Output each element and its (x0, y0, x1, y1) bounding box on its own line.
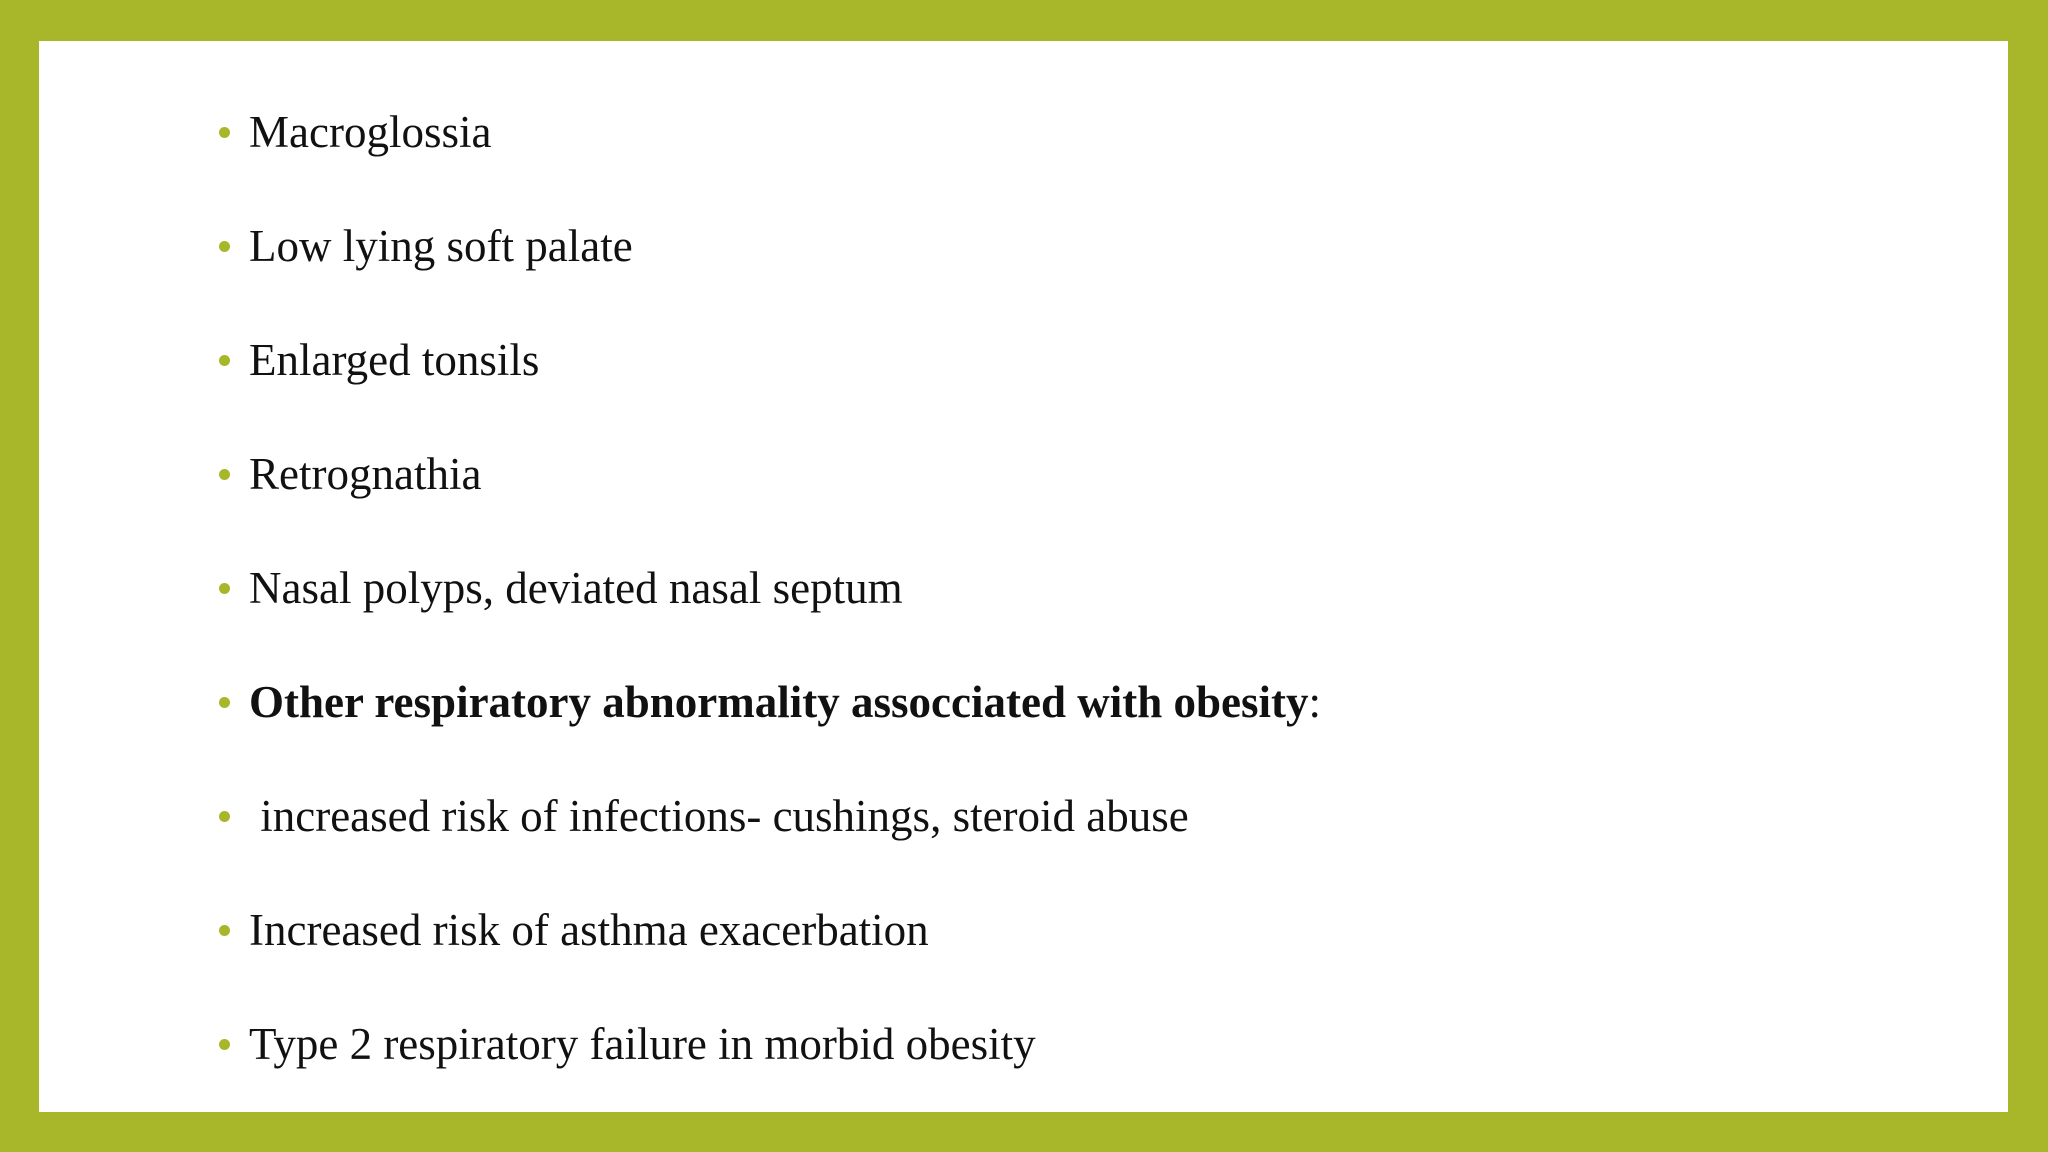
bullet-text: Low lying soft palate (249, 221, 633, 271)
bullet-text: Macroglossia (249, 107, 492, 157)
bullet-dot-icon (219, 241, 230, 252)
bullet-suffix: : (1308, 677, 1321, 727)
bullet-dot-icon (219, 1039, 230, 1050)
bullet-text: Nasal polyps, deviated nasal septum (249, 563, 903, 613)
bullet-text: Type 2 respiratory failure in morbid obesity (249, 1019, 1036, 1069)
bullet-text: Retrognathia (249, 449, 482, 499)
bullet-dot-icon (219, 925, 230, 936)
bullet-bold-text: Other respiratory abnormality assocciated with obesity (249, 677, 1309, 727)
bullet-dot-icon (219, 811, 230, 822)
bullet-dot-icon (219, 583, 230, 594)
slide-canvas (39, 41, 2008, 1112)
bullet-dot-icon (219, 469, 230, 480)
bullet-text-group (249, 672, 1321, 732)
bullet-dot-icon (219, 127, 230, 138)
bullet-text: Enlarged tonsils (249, 335, 540, 385)
bullet-dot-icon (219, 355, 230, 366)
bullet-text: Increased risk of asthma exacerbation (249, 905, 929, 955)
bullet-text: increased risk of infections- cushings, steroid abuse (249, 791, 1189, 841)
bullet-list (39, 41, 2008, 1112)
bullet-dot-icon (219, 697, 230, 708)
